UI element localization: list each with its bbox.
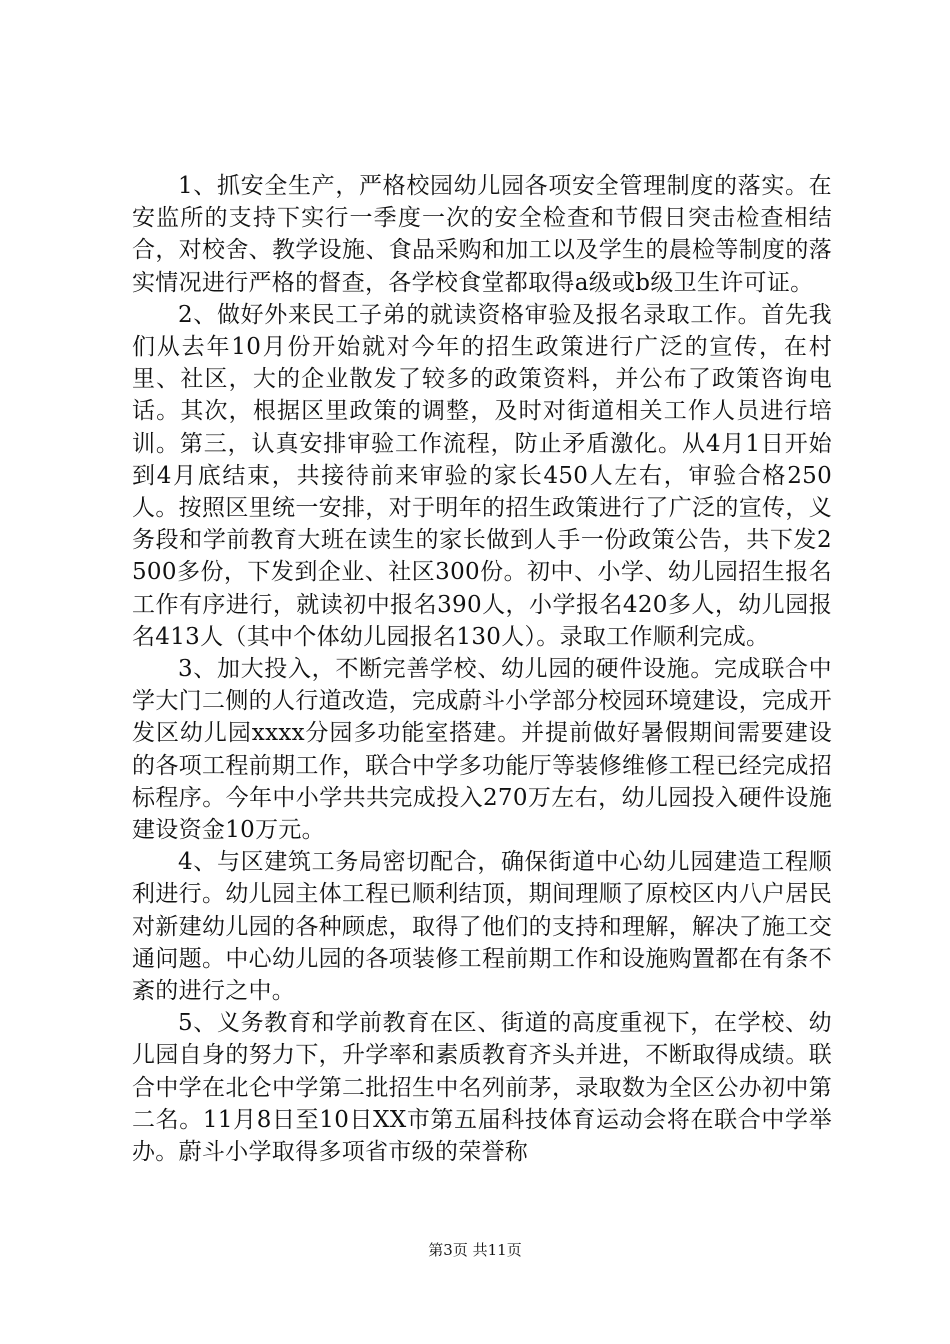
document-body — [132, 170, 832, 1168]
page-number: 第3页 共11页 — [428, 1241, 522, 1259]
paragraph-safety: 1、抓安全生产，严格校园幼儿园各项安全管理制度的落实。在安监所的支持下实行一季度一次的安全检查和节假日突击检查相结合，对校舍、教学设施、食品采购和加工以及学生的晨检等制度的落实情况进行严格的督查，各学校食堂都取得a级或b级卫生许可证。 — [132, 173, 832, 296]
paragraph-enrollment: 2、做好外来民工子弟的就读资格审验及报名录取工作。首先我们从去年10月份开始就对今年的招生政策进行广泛的宣传，在村里、社区，大的企业散发了较多的政策资料，并公布了政策咨询电话。其次，根据区里政策的调整，及时对街道相关工作人员进行培训。第三，认真安排审验工作流程，防止矛盾激化。从4月1日开始到4月底结束，共接待前来审验的家长450人左右，审验合格250人。按照区里统一安排，对于明年的招生政策进行了广泛的宣传，义务段和学前教育大班在读生的家长做到人手一份政策公告，共下发2500多份，下发到企业、社区300份。初中、小学、幼儿园招生报名工作有序进行，就读初中报名390人，小学报名420多人，幼儿园报名413人（其中个体幼儿园报名130人）。录取工作顺利完成。 — [132, 301, 832, 650]
paragraph-achievements: 5、义务教育和学前教育在区、街道的高度重视下，在学校、幼儿园自身的努力下，升学率和素质教育齐头并进，不断取得成绩。联合中学在北仑中学第二批招生中名列前茅，录取数为全区公办初中第二名。11月8日至10日XX市第五届科技体育运动会将在联合中学举办。蔚斗小学取得多项省市级的荣誉称 — [132, 1010, 832, 1166]
paragraph-construction: 4、与区建筑工务局密切配合，确保街道中心幼儿园建造工程顺利进行。幼儿园主体工程已顺利结顶，期间理顺了原校区内八户居民对新建幼儿园的各种顾虑，取得了他们的支持和理解，解决了施工交通问题。中心幼儿园的各项装修工程前期工作和设施购置都在有条不紊的进行之中。 — [132, 849, 832, 1005]
paragraph-investment: 3、加大投入，不断完善学校、幼儿园的硬件设施。完成联合中学大门二侧的人行道改造，完成蔚斗小学部分校园环境建设，完成开发区幼儿园xxxx分园多功能室搭建。并提前做好暑假期间需要建设的各项工程前期工作，联合中学多功能厅等装修维修工程已经完成招标程序。今年中小学共共完成投入270万左右，幼儿园投入硬件设施建设资金10万元。 — [132, 656, 832, 844]
